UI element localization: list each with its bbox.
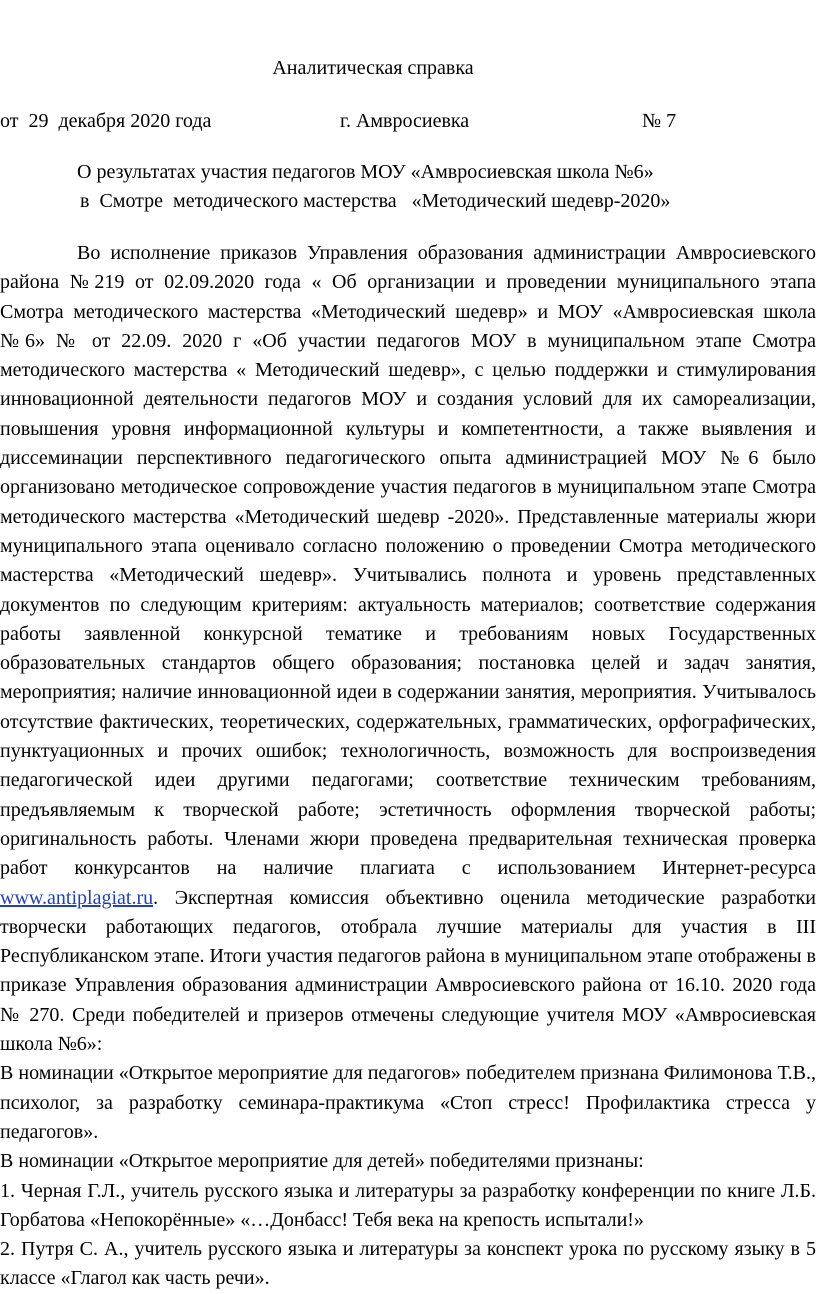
document-meta-row: [0, 107, 816, 135]
body-list-item-2: 2. Путря С. А., учитель русского языка и литературы за конспект урока по русскому языку в 5 классе «Глагол как часть речи».: [0, 1238, 816, 1290]
body-list-item-1: 1. Черная Г.Л., учитель русского языка и литературы за разработку конференции по книге Л.Б. Горбатова «Непокорённые» «…Донбасс! Тебя века на крепость испытали!»: [0, 1179, 816, 1231]
body-paragraph-nomination-teachers: В номинации «Открытое мероприятие для педагогов» победителем признана Филимонова Т.В., психолог, за разработку семинара-практикума «Стоп стресс! Профилактика стресса у педагогов».: [0, 1062, 816, 1143]
document-title: Аналитическая справка: [272, 57, 474, 79]
body-paragraph-main-text-end: . Экспертная комиссия объективно оценила методические разработки творчески работающих педагогов, отобрала лучшие материалы для участия в III Республиканском этапе. Итоги участия педагогов района в муниципальном этапе отображены в приказе Управления образования администрации Амвросиевского района от 16.10. 2020 года № 270. Среди победителей и призеров отмечены следующие учителя МОУ «Амвросиевская школа №6»:: [0, 886, 816, 1056]
body-paragraph-nomination-children: В номинации «Открытое мероприятие для детей» победителями признаны:: [0, 1150, 644, 1173]
document-body: [0, 239, 816, 1294]
document-city: г. Амвросиевка: [340, 110, 470, 132]
subject-line-2: в Смотре методического мастерства «Методический шедевр-2020»: [80, 190, 671, 212]
antiplagiat-link[interactable]: www.antiplagiat.ru: [0, 886, 154, 909]
document-number: № 7: [642, 110, 677, 132]
body-paragraph-main: [0, 239, 816, 1059]
document-date: от 29 декабря 2020 года: [0, 110, 212, 132]
subject-line-1: О результатах участия педагогов МОУ «Амвросиевская школа №6»: [77, 161, 654, 183]
body-paragraph-main-text: Во исполнение приказов Управления образования администрации Амвросиевского района №219 от 02.09.2020 года « Об организации и проведении муниципального этапа Смотра методического мастерства «Методический шедевр» и МОУ «Амвросиевская школа №6» № от 22.09. 2020 г «Об участии педагогов МОУ в муниципальном этапе Смотра методического мастерства « Методический шедевр», с целью поддержки и стимулирования инновационной деятельности педагогов МОУ и создания условий для их самореализации, повышения уровня информационной культуры и компетентности, а также выявления и диссеминации перспективного педагогического опыта администрацией МОУ №6 было организовано методическое сопровождение участия педагогов в муниципальном этапе Смотра методического мастерства «Методический шедевр -2020». Представленные материалы жюри муниципального этапа оценивало согласно положению о проведении Смотра методического мастерства «Методический шедевр». Учитывались полнота и уровень представленных документов по следующим критериям: актуальность материалов; соответствие содержания работы заявленной конкурсной тематике и требованиям новых Государственных образовательных стандартов общего образования; постановка целей и задач занятия, мероприятия; наличие инновационной идеи в содержании занятия, мероприятия. Учитывалось отсутствие фактических, теоретических, содержательных, грамматических, орфографических, пунктуационных и прочих ошибок; технологичность, возможность для воспроизведения педагогической идеи другими педагогами; соответствие техническим требованиям, предъявляемым к творческой работе; эстетичность оформления творческой работы; оригинальность работы. Членами жюри проведена предварительная техническая проверка работ конкурсантов на наличие плагиата с использованием Интернет-ресурса: [0, 242, 816, 880]
